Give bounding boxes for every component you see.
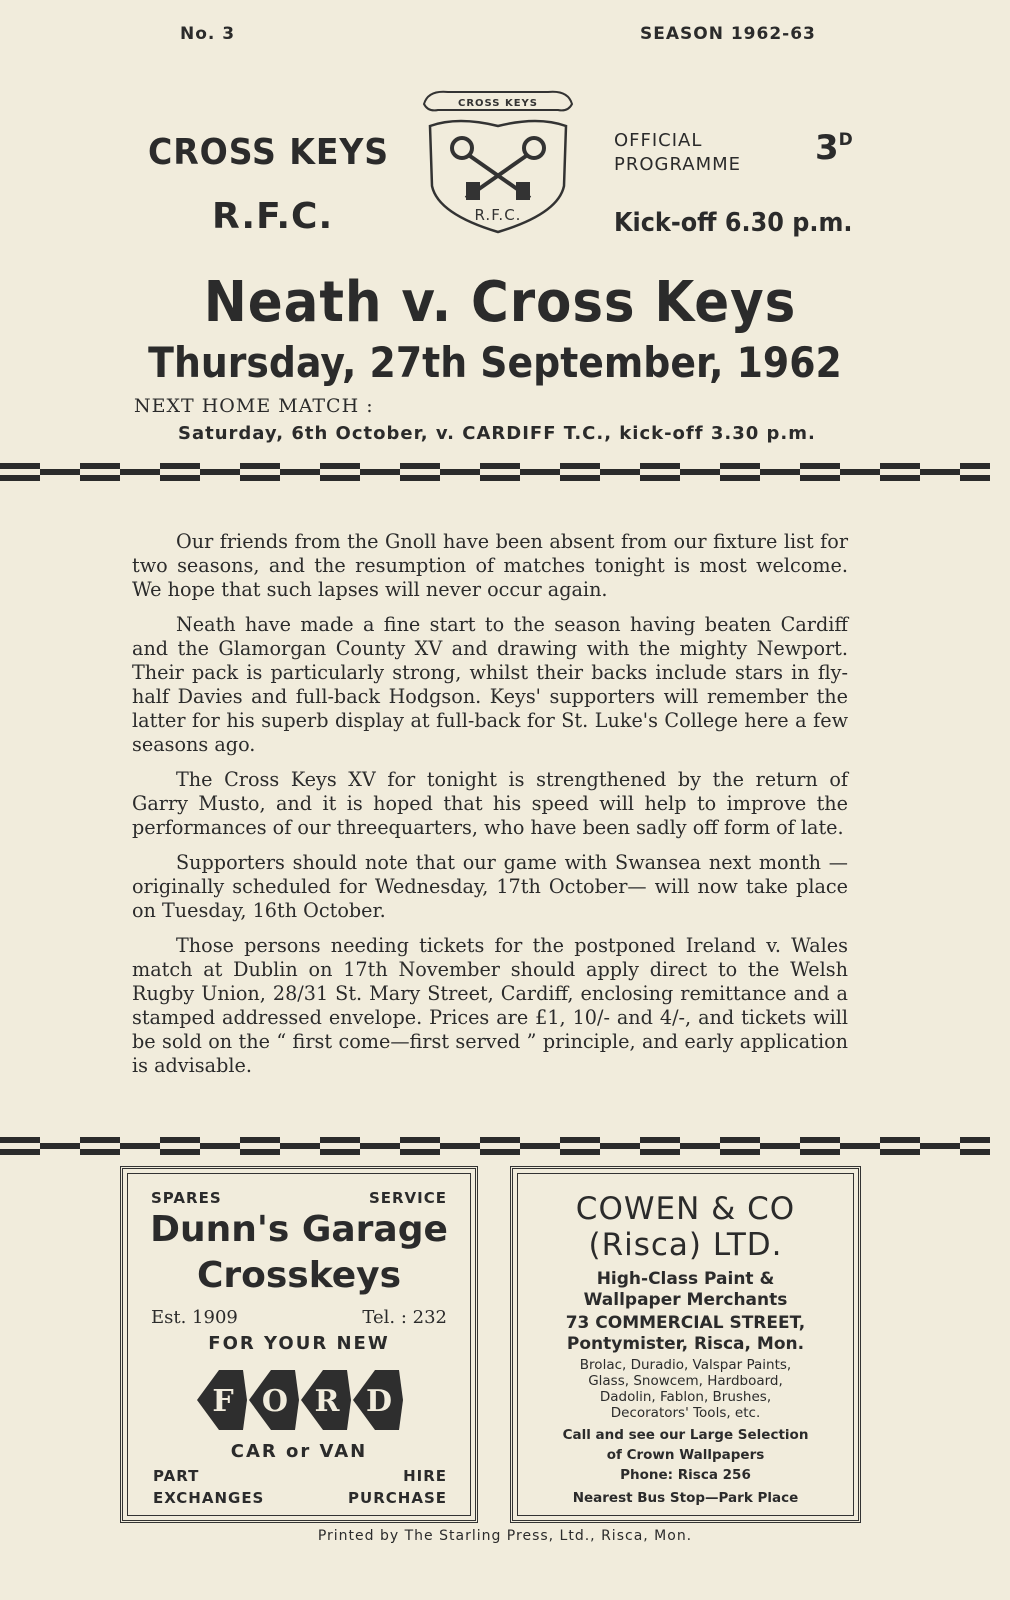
season-label: SEASON 1962-63 <box>640 24 816 44</box>
ad-products-line2: Glass, Snowcem, Hardboard, <box>588 1373 783 1389</box>
kickoff-time: Kick-off 6.30 p.m. <box>614 208 853 238</box>
ad-cowen-name: COWEN & CO <box>575 1191 796 1227</box>
checkered-divider-bottom <box>0 1137 990 1155</box>
next-home-match-label: NEXT HOME MATCH : <box>134 395 374 417</box>
ad-call-line2: of Crown Wallpapers <box>606 1447 765 1463</box>
ad-vehicle: CAR or VAN <box>230 1441 368 1462</box>
paragraph: Supporters should note that our game with Swansea next month —originally scheduled for Wednesday, 17th October— will now take place on Tuesday, 16th October. <box>132 851 848 922</box>
next-home-match-detail: Saturday, 6th October, v. CARDIFF T.C., kick-off 3.30 p.m. <box>178 423 816 444</box>
price <box>815 128 853 168</box>
programme-label-line1: OFFICIAL <box>614 130 703 151</box>
issue-number: No. 3 <box>180 24 236 44</box>
price-number: 3 <box>815 128 839 168</box>
paragraph: Our friends from the Gnoll have been absent from our fixture list for two seasons, and the resumption of matches tonight is most welcome. We hope that such lapses will never occur again. <box>132 530 848 601</box>
ad-purchase: PURCHASE <box>348 1489 447 1507</box>
ad-telephone: Tel. : 232 <box>362 1307 447 1328</box>
ad-trade-line2: Wallpaper Merchants <box>583 1290 788 1310</box>
ad-hire: HIRE <box>403 1467 447 1485</box>
ad-trade-line1: High-Class Paint & <box>596 1269 775 1289</box>
programme-label-line2: PROGRAMME <box>614 154 742 175</box>
ad-address-line1: 73 COMMERCIAL STREET, <box>565 1313 806 1333</box>
ford-letter: R <box>314 1384 340 1419</box>
ad-products-line1: Brolac, Duradio, Valspar Paints, <box>579 1357 792 1373</box>
ford-letter: D <box>365 1384 393 1419</box>
ad-service: SERVICE <box>368 1189 447 1207</box>
ad-established: Est. 1909 <box>151 1307 238 1328</box>
crest-initials-text: R.F.C. <box>474 206 522 224</box>
paragraph: Those persons needing tickets for the postponed Ireland v. Wales match at Dublin on 17th November should apply direct to the Welsh Rugby Union, 28/31 St. Mary Street, Cardiff, enclosing remittance and a stamped addressed envelope. Prices are £1, 10/- and 4/-, and tickets will be sold on the “ first come—first served ” principle, and early application is advisable. <box>132 934 848 1077</box>
ad-garage-town: Crosskeys <box>196 1255 402 1296</box>
ad-part: PART <box>153 1467 200 1485</box>
advert-cowen-and-co <box>510 1166 861 1523</box>
club-name: CROSS KEYS <box>148 132 390 173</box>
ad-bus-stop: Nearest Bus Stop—Park Place <box>572 1490 799 1506</box>
ad-call-line1: Call and see our Large Selection <box>562 1427 809 1443</box>
ad-spares: SPARES <box>151 1189 222 1207</box>
checkered-divider-top <box>0 463 990 481</box>
match-title: Neath v. Cross Keys <box>203 270 797 335</box>
ford-hexagon-logo <box>193 1365 405 1435</box>
club-crest <box>418 82 578 242</box>
programme-notes <box>132 530 848 1089</box>
paragraph: Neath have made a fine start to the season having beaten Cardiff and the Glamorgan County XV and drawing with the mighty Newport. Their pack is particularly strong, whilst their backs include stars in fly-half Davies and full-back Hodgson. Keys' supporters will remember the latter for his superb display at full-back for St. Luke's College here a few seasons ago. <box>132 613 848 756</box>
ad-products-line3: Dadolin, Fablon, Brushes, <box>599 1389 772 1405</box>
ad-address-line2: Pontymister, Risca, Mon. <box>566 1334 805 1354</box>
ad-cowen-name-line2: (Risca) LTD. <box>588 1227 783 1263</box>
ad-tagline: FOR YOUR NEW <box>208 1333 390 1354</box>
crest-banner-text: CROSS KEYS <box>458 98 538 109</box>
ad-exchanges: EXCHANGES <box>153 1489 265 1507</box>
printer-credit: Printed by The Starling Press, Ltd., Risca, Mon. <box>317 1528 693 1544</box>
ad-garage-name: Dunn's Garage <box>150 1209 448 1250</box>
advert-dunns-garage <box>120 1166 478 1523</box>
paragraph: The Cross Keys XV for tonight is strengthened by the return of Garry Musto, and it is hoped that his speed will help to improve the performances of our threequarters, who have been sadly off form of late. <box>132 768 848 839</box>
ad-phone: Phone: Risca 256 <box>620 1467 751 1483</box>
ford-letter: O <box>261 1384 289 1419</box>
match-date: Thursday, 27th September, 1962 <box>148 338 842 387</box>
club-initials: R.F.C. <box>212 196 334 237</box>
price-unit: D <box>838 130 853 150</box>
ford-letter: F <box>212 1384 234 1419</box>
ad-products-line4: Decorators' Tools, etc. <box>610 1405 761 1421</box>
